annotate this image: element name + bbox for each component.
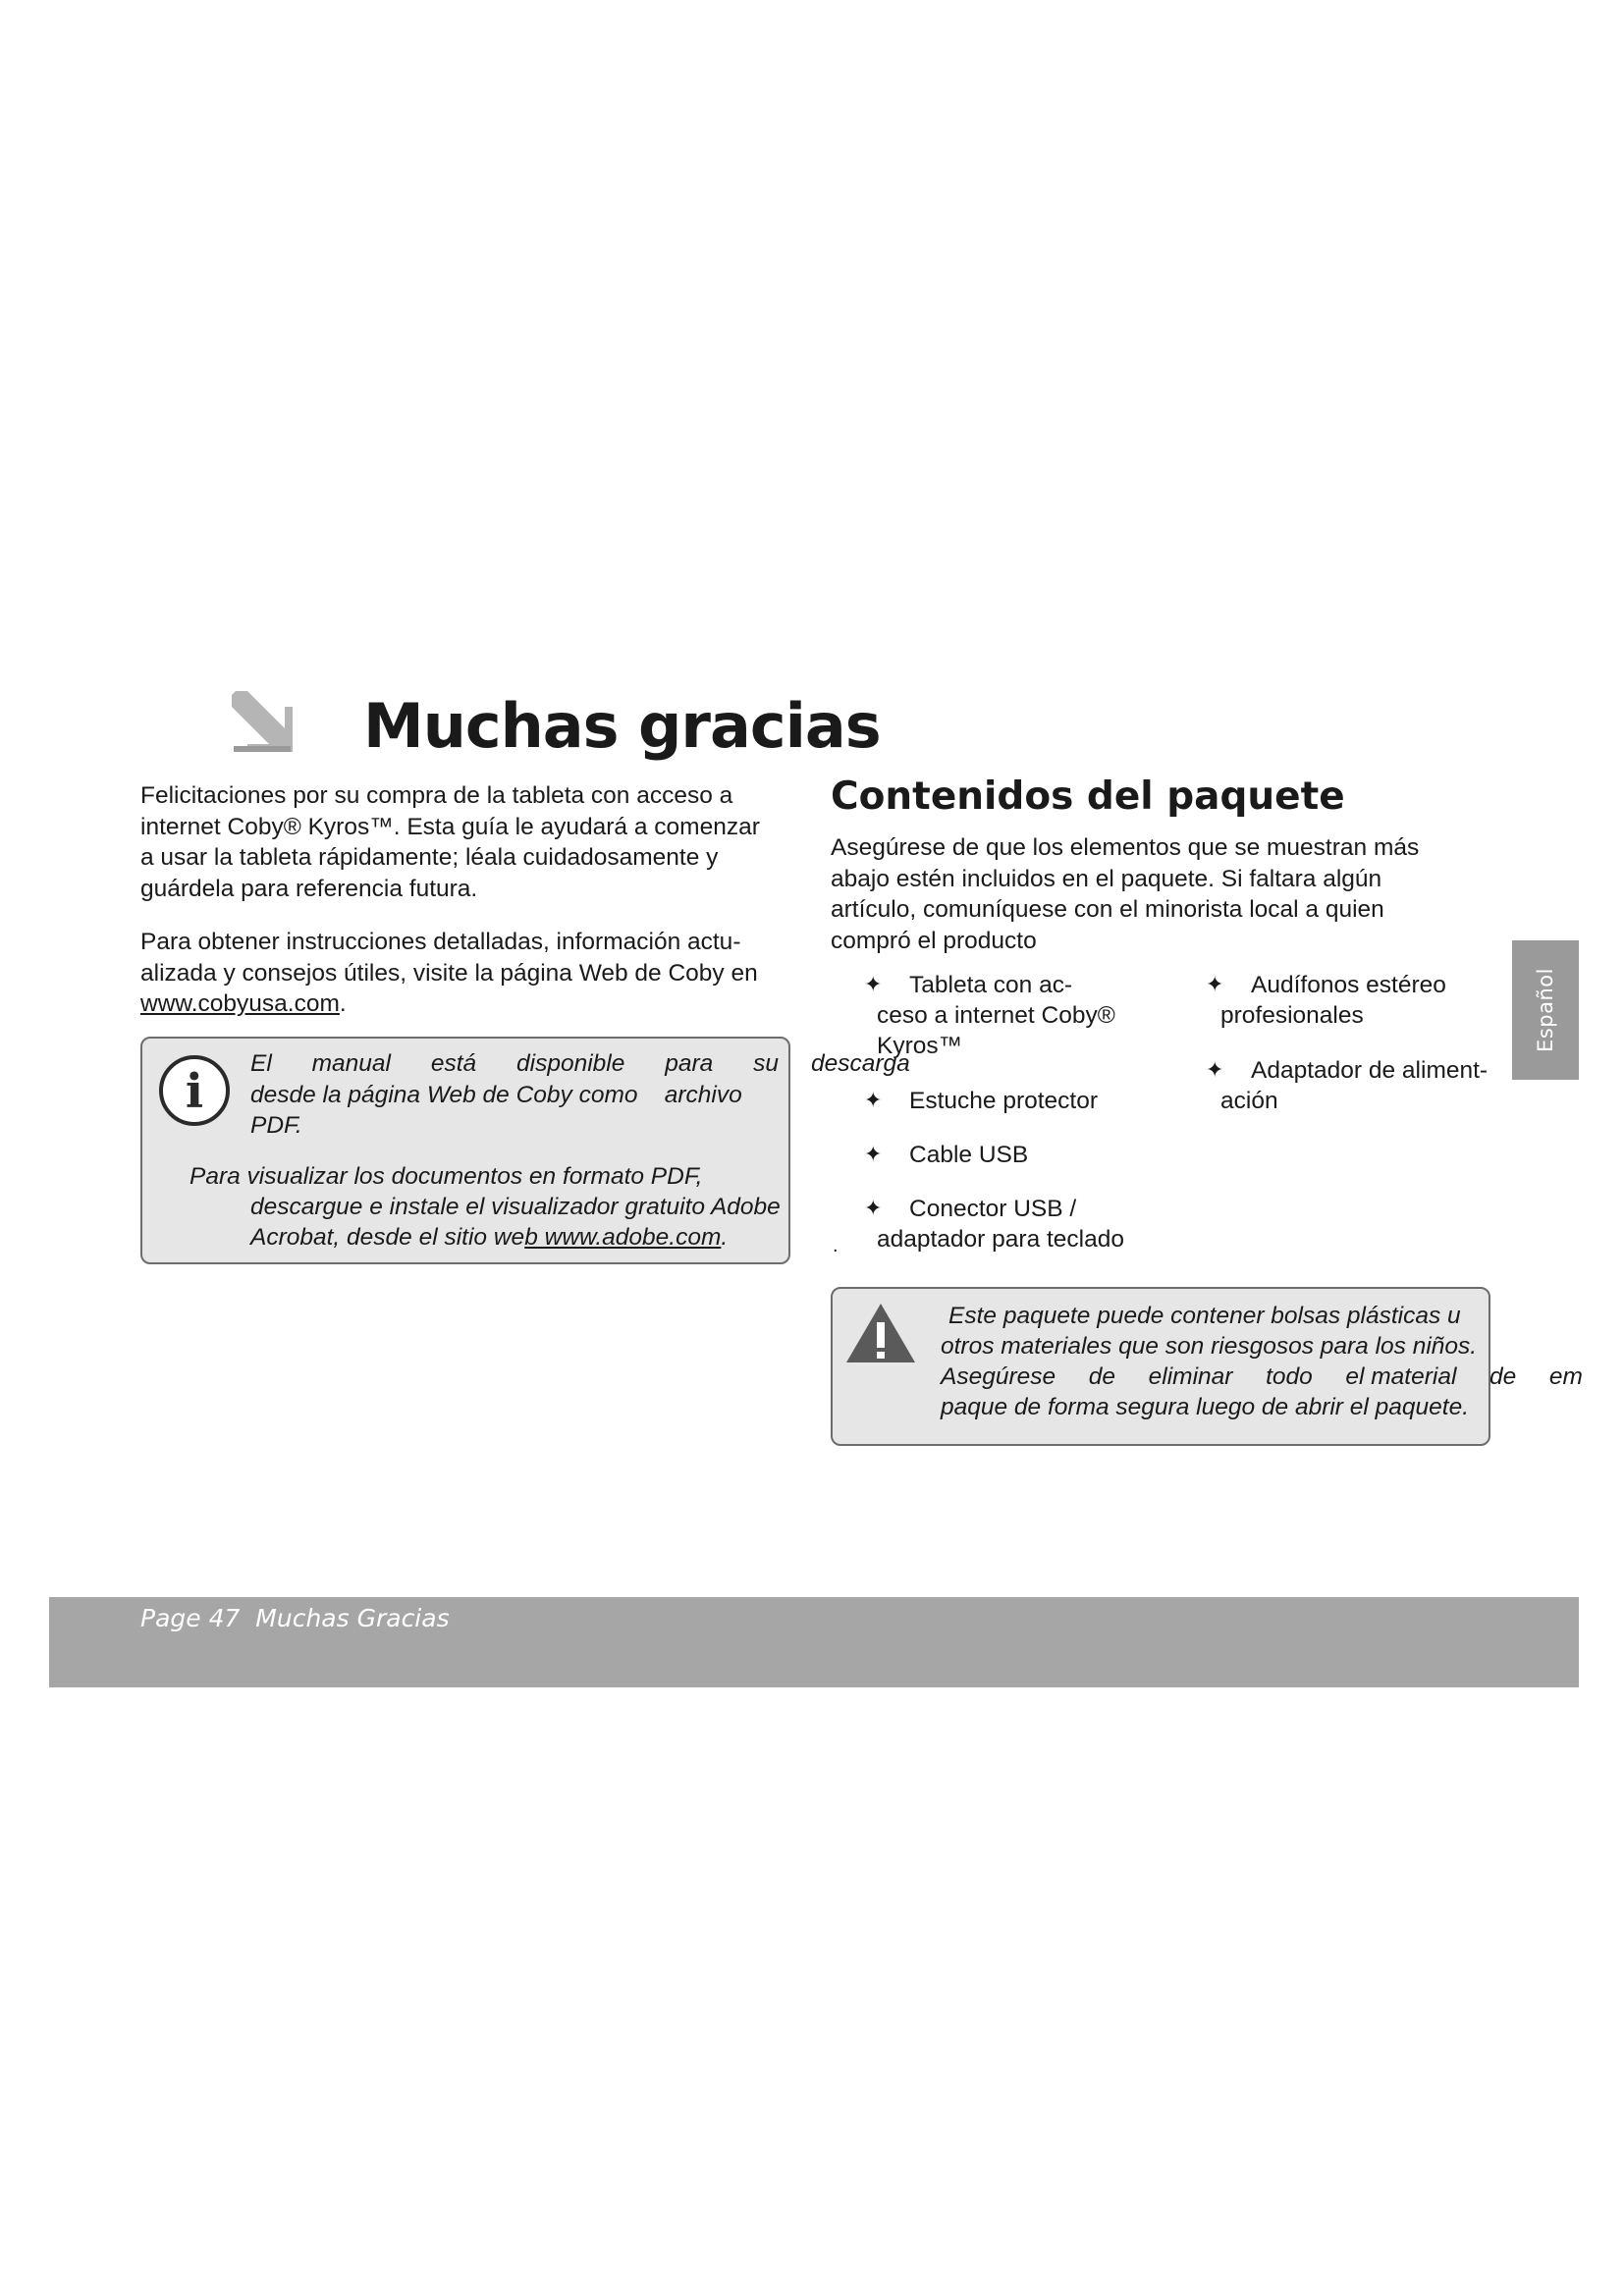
- bullet-star-icon: ✦: [864, 1088, 883, 1112]
- intro-paragraph-1: [140, 780, 818, 904]
- link-suffix: .: [339, 990, 347, 1017]
- package-contents-heading: Contenidos del paquete: [831, 774, 1345, 819]
- info-line-2: desde la página Web de Coby como archivo: [250, 1082, 742, 1108]
- list-item-power-adapter-line-1: Adaptador de aliment-: [1251, 1057, 1489, 1084]
- list-item-usb-connector-line-2: adaptador para teclado: [877, 1226, 1124, 1253]
- warning-word: eliminar: [1148, 1363, 1233, 1390]
- intro-paragraph-2: [140, 927, 818, 1020]
- info-line-3: PDF.: [250, 1112, 302, 1139]
- language-tab[interactable]: [1512, 940, 1579, 1080]
- bullet-star-icon: ✦: [864, 1142, 883, 1166]
- stray-dot: .: [833, 1235, 839, 1256]
- language-tab-label: Español: [1534, 968, 1557, 1052]
- warning-word: em: [1548, 1363, 1583, 1390]
- warning-line-2: otros materiales que son riesgosos para los niños.: [941, 1333, 1478, 1360]
- info-line-6: [250, 1222, 728, 1254]
- warning-line-4: paque de forma segura luego de abrir el paquete.: [941, 1394, 1470, 1420]
- bullet-star-icon: ✦: [864, 972, 883, 996]
- page-title: Muchas gracias: [363, 690, 881, 762]
- info-word: su: [753, 1050, 779, 1077]
- info-word: para: [665, 1050, 714, 1077]
- list-item-case: Estuche protector: [909, 1088, 1099, 1114]
- info-line-4: Para visualizar los documentos en formato PDF,: [189, 1163, 703, 1190]
- list-item-tablet-line-1: Tableta con ac-: [909, 972, 1073, 998]
- list-item-tablet-line-2: ceso a internet Coby®: [877, 1002, 1115, 1029]
- info-line-1-overflow: descarga: [811, 1050, 910, 1077]
- warning-word: de: [1088, 1363, 1116, 1390]
- adobe-link[interactable]: b www.adobe.com: [524, 1224, 722, 1251]
- info-icon: [157, 1053, 232, 1128]
- warning-icon: [844, 1301, 917, 1365]
- info-line-6-suffix: .: [721, 1224, 729, 1251]
- package-intro-line: compró el producto: [831, 927, 1037, 954]
- info-word: manual: [311, 1050, 391, 1077]
- intro-line: internet Coby® Kyros™. Esta guía le ayudará a comenzar: [140, 813, 760, 840]
- arrow-down-right-icon: [228, 687, 297, 756]
- bullet-star-icon: ✦: [1206, 972, 1224, 996]
- list-item-headphones-line-1: Audífonos estéreo: [1251, 972, 1446, 998]
- list-item-tablet-line-3: Kyros™: [877, 1033, 963, 1059]
- warning-line-3: [941, 1362, 1583, 1393]
- warning-word: Asegúrese: [941, 1363, 1056, 1390]
- info-line-6-prefix: Acrobat, desde el sitio we: [250, 1224, 525, 1251]
- intro-line: a usar la tableta rápidamente; léala cuidadosamente y: [140, 844, 719, 871]
- list-item-usb-cable: Cable USB: [909, 1142, 1029, 1168]
- list-item-usb-connector-line-1: Conector USB /: [909, 1196, 1077, 1222]
- bullet-star-icon: ✦: [1206, 1057, 1224, 1082]
- svg-text:i: i: [185, 1064, 204, 1119]
- info-word: disponible: [516, 1050, 625, 1077]
- intro-line: Felicitaciones por su compra de la tableta con acceso a: [140, 782, 733, 809]
- info-line-1: [250, 1048, 779, 1080]
- list-item-headphones-line-2: profesionales: [1220, 1002, 1364, 1029]
- package-intro-line: artículo, comuníquese con el minorista local a quien: [831, 896, 1384, 923]
- package-intro-line: abajo estén incluidos en el paquete. Si faltara algún: [831, 865, 1382, 892]
- intro-line: alizada y consejos útiles, visite la página Web de Coby en: [140, 959, 758, 987]
- warning-word: todo: [1266, 1363, 1313, 1390]
- bullet-star-icon: ✦: [864, 1196, 883, 1220]
- info-line-5: descargue e instale el visualizador gratuito Adobe: [250, 1194, 781, 1220]
- info-word: El: [250, 1050, 272, 1077]
- footer-page-label: Page 47 Muchas Gracias: [140, 1604, 450, 1632]
- package-intro-line: Asegúrese de que los elementos que se muestran más: [831, 834, 1420, 861]
- warning-line-1: Este paquete puede contener bolsas plásticas u: [948, 1303, 1461, 1329]
- list-item-power-adapter-line-2: ación: [1220, 1088, 1278, 1114]
- package-intro-paragraph: [831, 832, 1489, 956]
- intro-line: Para obtener instrucciones detalladas, información actu-: [140, 929, 741, 955]
- warning-word: de: [1489, 1363, 1517, 1390]
- info-word: está: [430, 1050, 477, 1077]
- cobyusa-link[interactable]: www.cobyusa.com: [140, 990, 340, 1017]
- warning-word: el material: [1345, 1363, 1457, 1390]
- intro-line: guárdela para referencia futura.: [140, 875, 478, 902]
